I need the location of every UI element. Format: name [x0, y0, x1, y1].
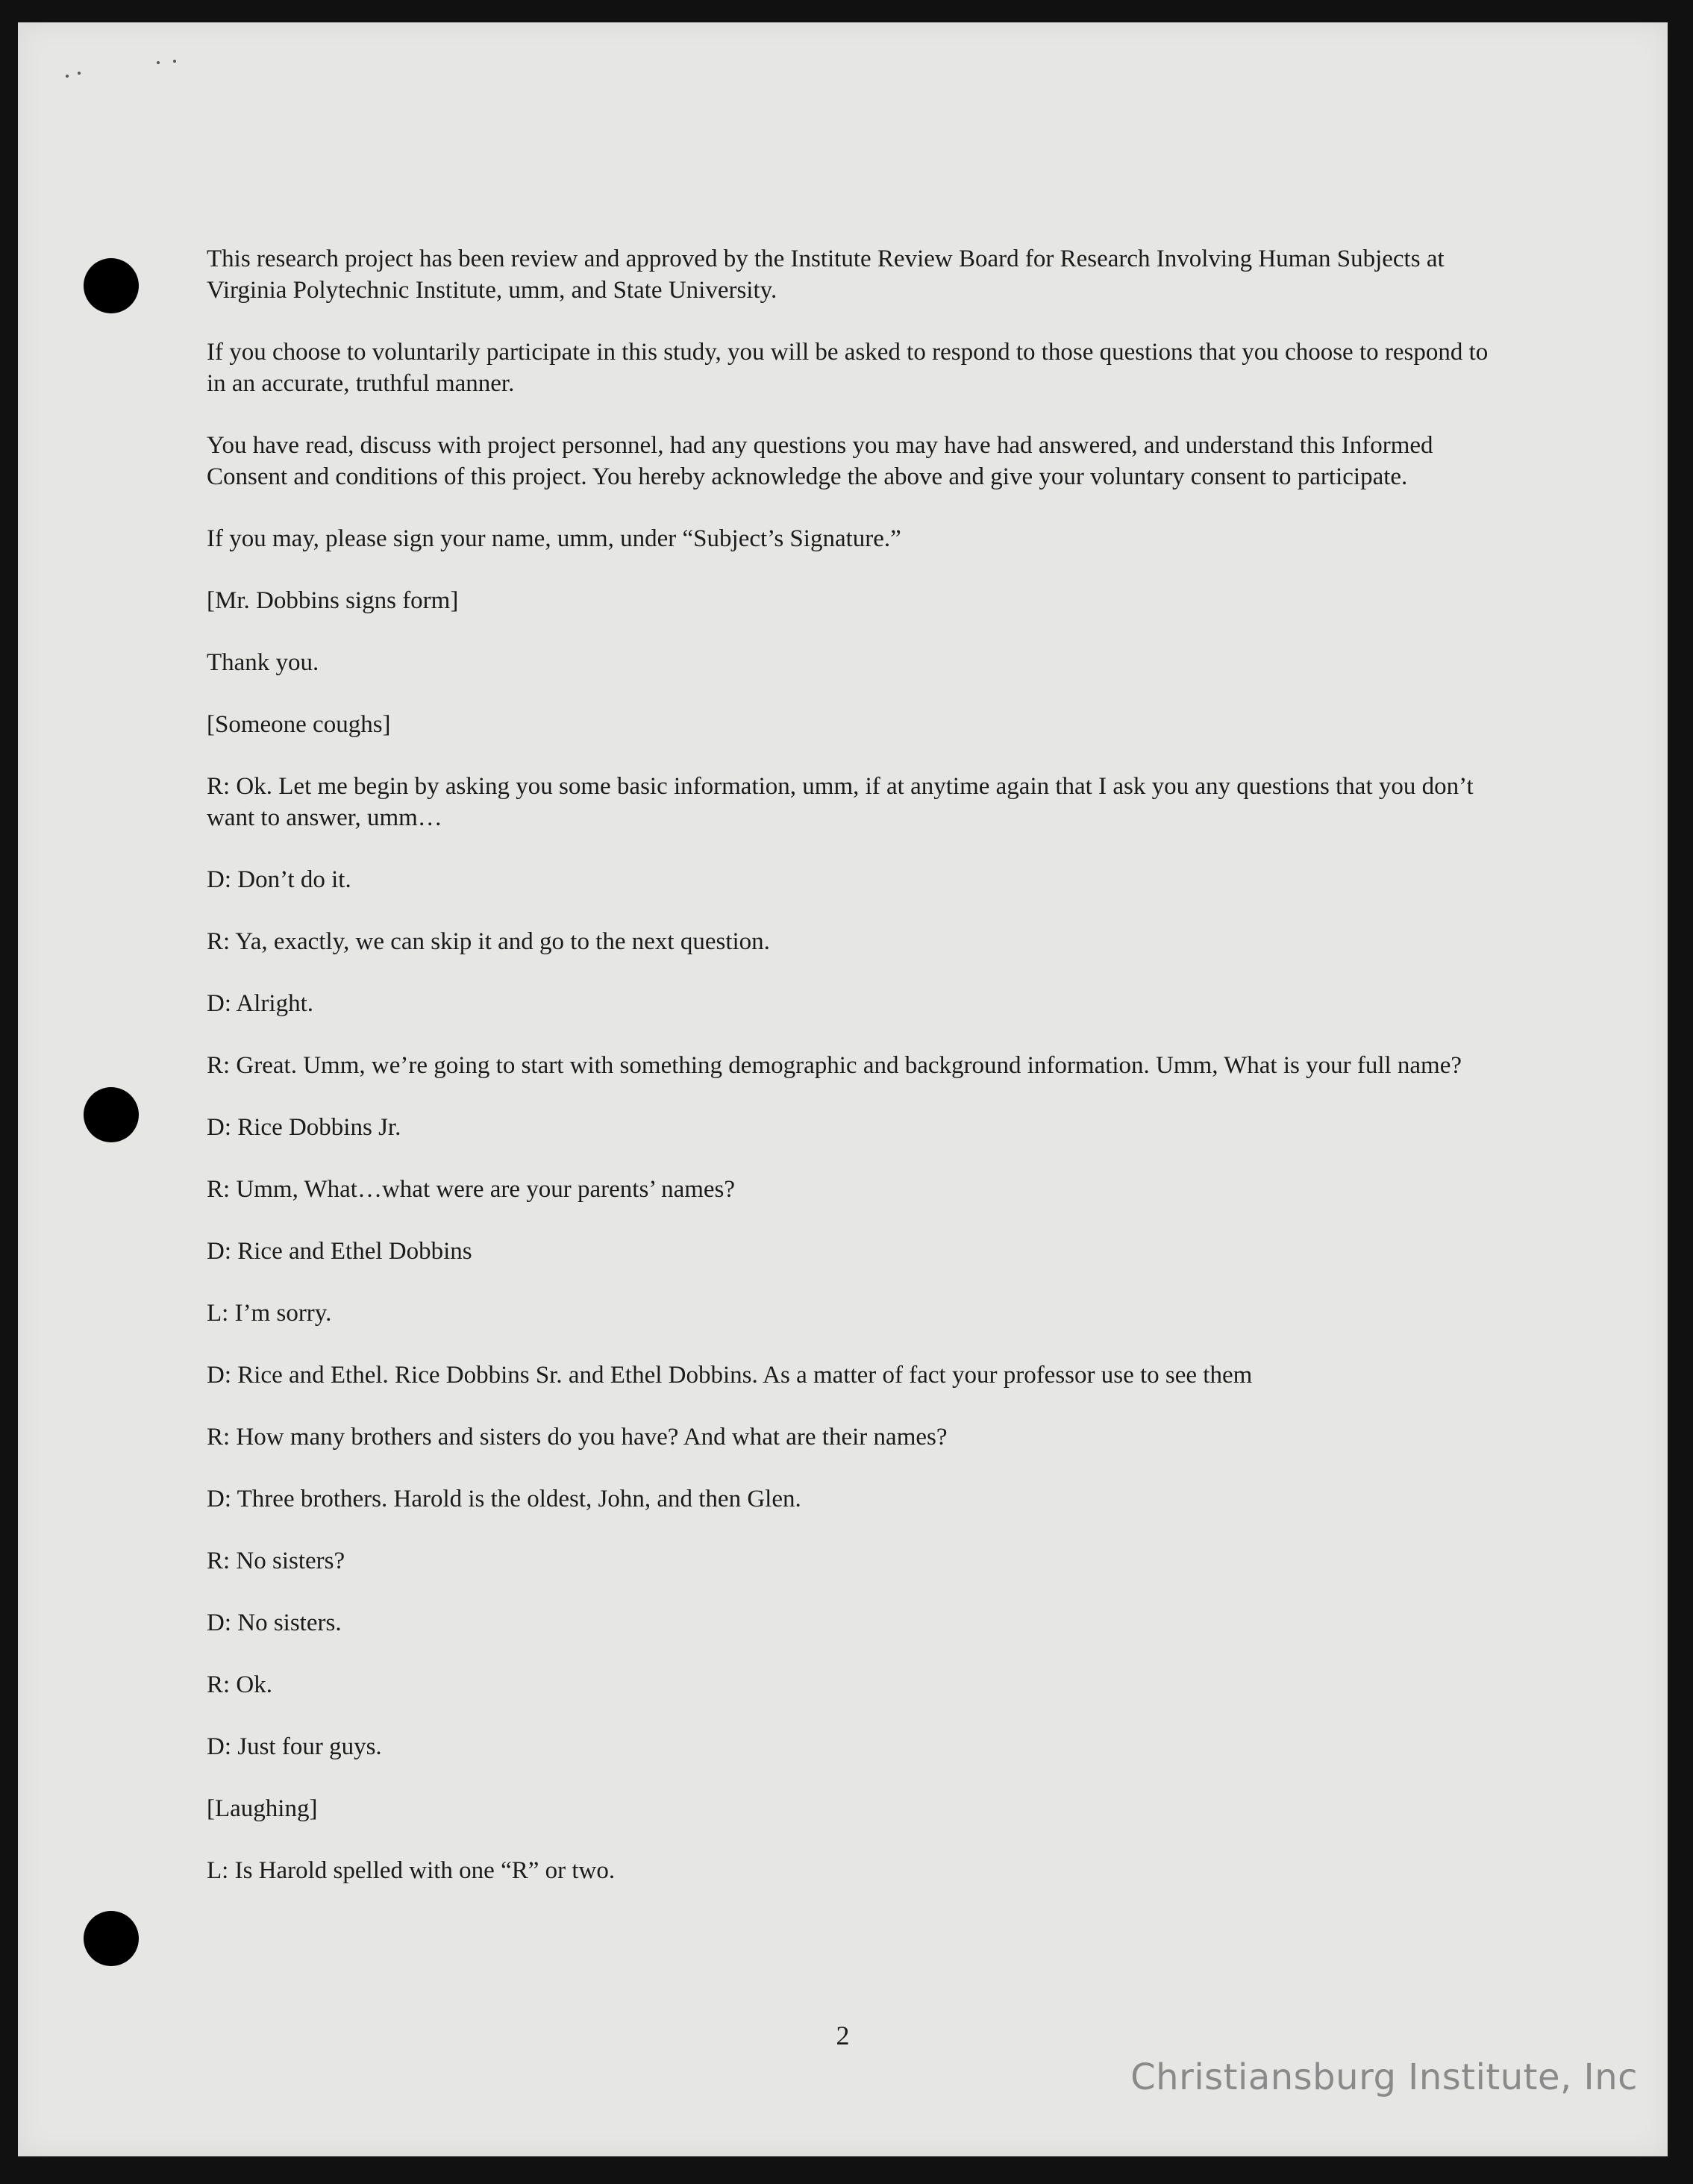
transcript-paragraph: R: How many brothers and sisters do you have? And what are their names? — [207, 1424, 948, 1451]
binder-hole-bottom — [84, 1911, 139, 1966]
transcript-body — [207, 243, 1490, 1917]
transcript-paragraph: D: Rice and Ethel Dobbins — [207, 1238, 472, 1265]
transcript-paragraph: R: Ya, exactly, we can skip it and go to the next question. — [207, 928, 770, 955]
transcript-paragraph: You have read, discuss with project personnel, had any questions you may have had answered, and understand this Informed Consent and conditions of this project. You hereby acknowledge the above and give your voluntary consent to participate. — [207, 432, 1433, 490]
watermark-text: Christiansburg Institute, Inc — [1130, 2056, 1638, 2098]
transcript-paragraph: Thank you. — [207, 649, 319, 676]
binder-hole-top — [84, 258, 139, 313]
transcript-paragraph: If you choose to voluntarily participate in this study, you will be asked to respond to those questions that you choose to respond to in an accurate, truthful manner. — [207, 339, 1489, 397]
transcript-paragraph: D: Three brothers. Harold is the oldest, John, and then Glen. — [207, 1486, 801, 1512]
transcript-paragraph: [Someone coughs] — [207, 711, 391, 738]
transcript-paragraph: D: Just four guys. — [207, 1733, 382, 1760]
transcript-paragraph: D: Don’t do it. — [207, 866, 351, 893]
transcript-paragraph: R: Umm, What…what were are your parents’ names? — [207, 1176, 736, 1203]
transcript-paragraph: R: Great. Umm, we’re going to start with something demographic and background information. Umm, What is your full name? — [207, 1052, 1462, 1079]
transcript-paragraph: If you may, please sign your name, umm, under “Subject’s Signature.” — [207, 525, 901, 552]
transcript-paragraph: L: I’m sorry. — [207, 1300, 332, 1327]
transcript-paragraph: D: No sisters. — [207, 1609, 342, 1636]
paper-speck — [66, 75, 69, 78]
transcript-paragraph: D: Rice Dobbins Jr. — [207, 1114, 401, 1141]
paper-speck — [157, 61, 160, 64]
transcript-paragraph: [Mr. Dobbins signs form] — [207, 587, 459, 614]
document-page — [18, 22, 1668, 2156]
paper-speck — [173, 60, 176, 63]
transcript-paragraph: D: Alright. — [207, 990, 314, 1017]
transcript-paragraph: L: Is Harold spelled with one “R” or two. — [207, 1857, 616, 1884]
transcript-paragraph: R: Ok. Let me begin by asking you some basic information, umm, if at anytime again that I ask you any questions that you don’t want to answer, umm… — [207, 773, 1474, 831]
page-number: 2 — [836, 2021, 850, 2050]
paper-speck — [78, 72, 81, 75]
binder-hole-middle — [84, 1087, 139, 1142]
transcript-paragraph: This research project has been review and approved by the Institute Review Board for Research Involving Human Subjects at Virginia Polytechnic Institute, umm, and State University. — [207, 245, 1445, 304]
transcript-paragraph: R: No sisters? — [207, 1548, 345, 1574]
transcript-paragraph: R: Ok. — [207, 1671, 273, 1698]
transcript-paragraph: [Laughing] — [207, 1795, 318, 1822]
transcript-paragraph: D: Rice and Ethel. Rice Dobbins Sr. and Ethel Dobbins. As a matter of fact your professor use to see them — [207, 1362, 1253, 1389]
